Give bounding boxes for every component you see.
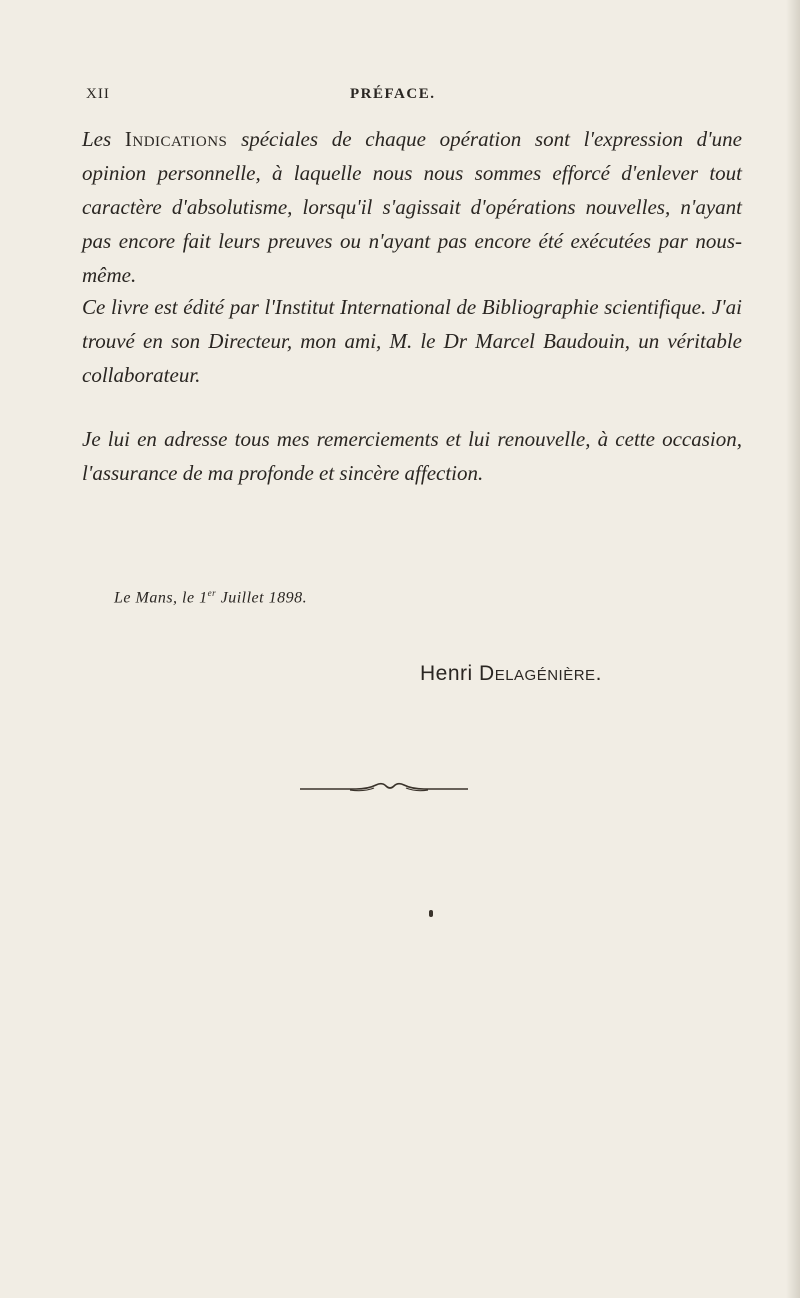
author-first-name: Henri (420, 662, 480, 685)
page-number: XII (86, 86, 110, 102)
paper-speck (429, 910, 433, 917)
dateline (114, 588, 307, 607)
author-signature (420, 662, 602, 686)
author-surname: Delagénière. (479, 662, 602, 685)
paragraph-indications (82, 122, 742, 292)
page-edge-shadow (786, 0, 800, 1298)
running-head: PRÉFACE. (350, 86, 436, 102)
indications-smallcaps: Indications (124, 127, 228, 151)
paragraph-publisher: Ce livre est édité par l'Institut International de Bibliographie scientifique. J'ai trouvé en son Directeur, mon ami, M. le Dr Marcel Baudouin, un véritable collaborateur. (82, 295, 742, 387)
paragraph-thanks: Je lui en adresse tous mes remerciements et lui renouvelle, à cette occasion, l'assurance de ma profonde et sincère affection. (82, 427, 742, 485)
swash-rule-ornament-icon (298, 778, 470, 798)
paragraph-lead: Les (82, 127, 125, 151)
dateline-ordinal: er (207, 588, 217, 598)
page-header (86, 86, 734, 110)
dateline-place: Le Mans, le 1 (114, 589, 208, 607)
paragraph-text: spéciales de chaque opération sont l'expression d'une opinion personnelle, à laquelle nous nous sommes efforcé d'enlever tout caractère d'absolutisme, lorsqu'il s'agissait d'opérations nouvelles, n'ayant pas encore fait leurs preuves ou n'ayant pas encore été exécutées par nous-même. (82, 127, 742, 287)
dateline-date: Juillet 1898. (216, 589, 308, 607)
